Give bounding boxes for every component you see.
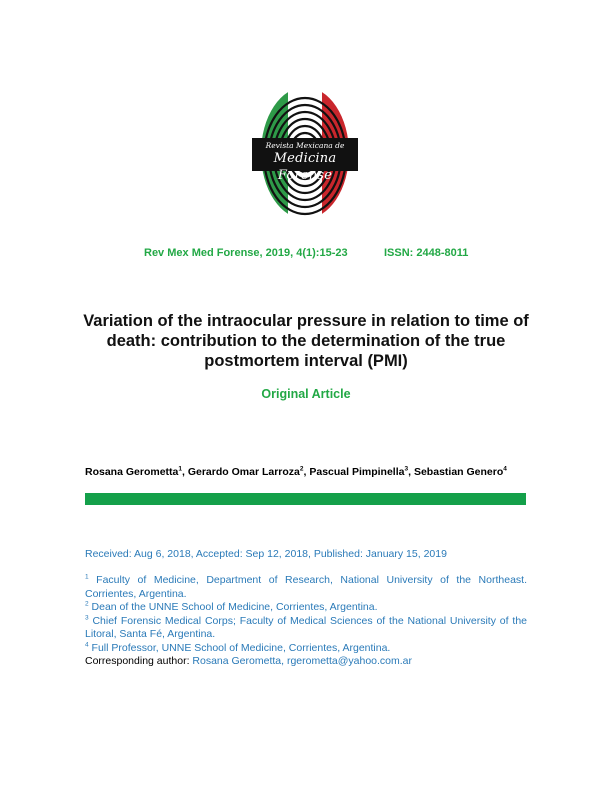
logo-small-text: Revista Mexicana de: [265, 141, 345, 150]
corresponding-author: [85, 655, 527, 669]
author-name: Sebastian Genero: [413, 466, 504, 478]
affiliation-item: [85, 601, 527, 615]
affiliation-number: 4: [85, 641, 89, 648]
author-name: Rosana Gerometta: [85, 466, 179, 478]
author-affiliation-mark: 2: [299, 465, 304, 473]
author-name: Gerardo Omar Larroza: [187, 466, 300, 478]
affiliation-item: [85, 642, 527, 656]
affiliation-text: Dean of the UNNE School of Medicine, Corrientes, Argentina.: [88, 601, 378, 613]
author-name: Pascual Pimpinella: [309, 466, 405, 478]
article-type: Original Article: [261, 387, 351, 401]
corresponding-author-contact[interactable]: Rosana Gerometta, rgerometta@yahoo.com.ar: [192, 655, 412, 667]
corresponding-author-label: Corresponding author:: [85, 655, 193, 667]
affiliation-number: 1: [85, 573, 89, 581]
affiliation-item: [85, 574, 527, 601]
author-separator: ,: [182, 466, 188, 478]
publication-dates: Received: Aug 6, 2018, Accepted: Sep 12, 2018, Published: January 15, 2019: [85, 548, 447, 560]
author-affiliation-mark: 1: [178, 465, 182, 473]
affiliations: [85, 574, 527, 669]
section-divider-bar: [85, 493, 526, 505]
affiliation-text: Chief Forensic Medical Corps; Faculty of Medical Sciences of the National University of the Litoral, Santa Fé, Argentina.: [85, 614, 527, 640]
author-affiliation-mark: 4: [503, 465, 507, 473]
journal-issn: ISSN: 2448-8011: [384, 247, 469, 259]
affiliation-item: [85, 615, 527, 642]
journal-logo: [252, 86, 358, 220]
author-separator: ,: [408, 466, 414, 478]
logo-band: [252, 138, 358, 183]
journal-citation: Rev Mex Med Forense, 2019, 4(1):15-23: [144, 247, 348, 259]
article-title: Variation of the intraocular pressure in relation to time of death: contribution to the determination of the true postmortem interval (PMI): [83, 312, 529, 370]
author-list: [85, 466, 530, 478]
affiliation-text: Faculty of Medicine, Department of Research, National University of the Northeast. Corrientes, Argentina.: [85, 574, 527, 600]
author-affiliation-mark: 3: [404, 465, 409, 473]
affiliation-text: Full Professor, UNNE School of Medicine, Corrientes, Argentina.: [88, 641, 391, 654]
logo-title: Medicina Forense: [273, 151, 337, 183]
affiliation-number: 3: [85, 614, 89, 621]
affiliation-number: 2: [85, 600, 89, 608]
author-separator: ,: [303, 466, 310, 478]
